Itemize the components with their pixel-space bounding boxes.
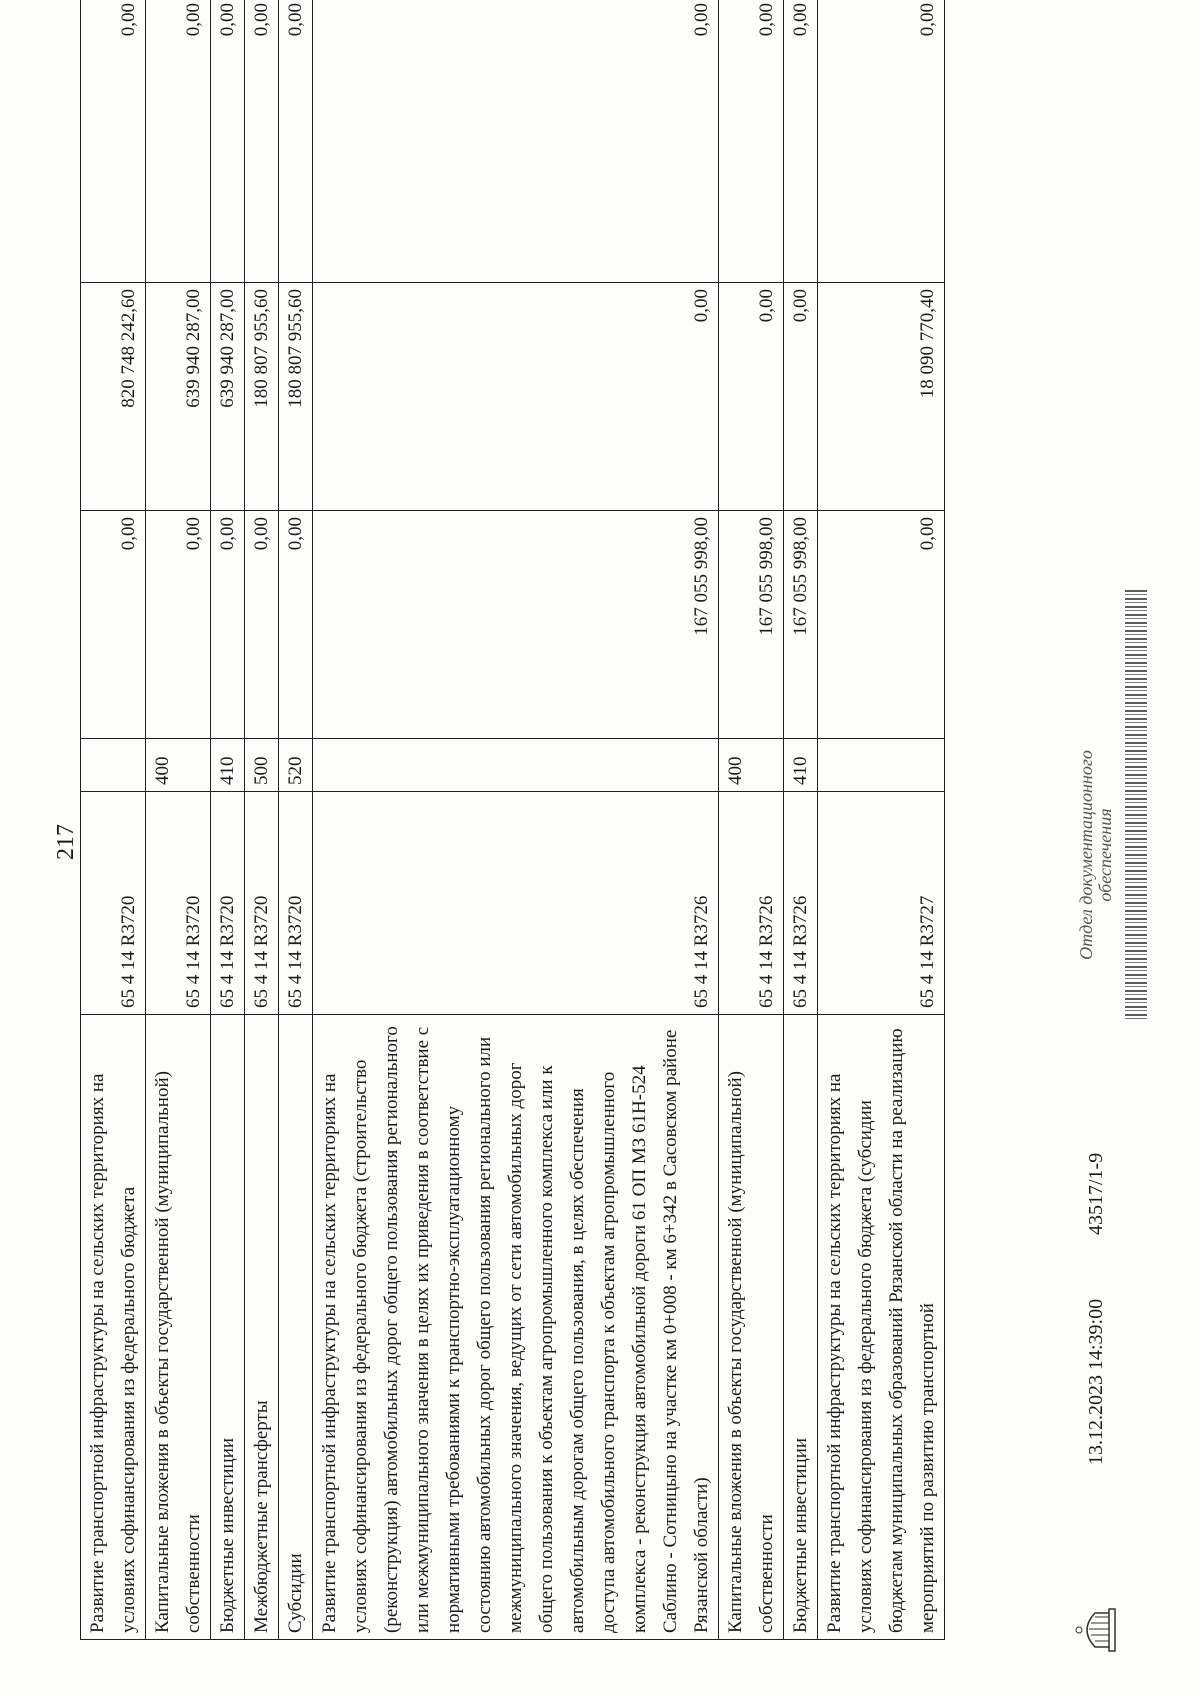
table-row [245, 0, 279, 1640]
table-row [784, 0, 818, 1640]
row-code: 65 4 14 R3727 [818, 792, 945, 1015]
row-value-1: 0,00 [818, 511, 945, 739]
page-number: 217 [53, 824, 79, 860]
barcode-strip [1125, 590, 1147, 1020]
row-value-3: 0,00 [818, 0, 945, 283]
row-value-3: 0,00 [313, 0, 719, 283]
row-code: 65 4 14 R3726 [313, 792, 719, 1015]
row-value-1: 167 055 998,00 [719, 511, 784, 739]
row-value-3: 0,00 [279, 0, 313, 283]
row-value-1: 0,00 [146, 511, 211, 739]
row-value-2: 0,00 [313, 283, 719, 511]
row-code: 65 4 14 R3720 [146, 792, 211, 1015]
row-description: Капитальные вложения в объекты государственной (муниципальной) собственности [146, 1015, 211, 1640]
row-code: 65 4 14 R3726 [784, 792, 818, 1015]
table-row [818, 0, 945, 1640]
table-row [146, 0, 211, 1640]
row-expense-type [818, 739, 945, 792]
row-value-3: 0,00 [719, 0, 784, 283]
row-description: Бюджетные инвестиции [784, 1015, 818, 1640]
emblem-logo-icon [1073, 1605, 1121, 1655]
row-description: Капитальные вложения в объекты государственной (муниципальной) собственности [719, 1015, 784, 1640]
row-value-3: 0,00 [245, 0, 279, 283]
row-expense-type: 410 [211, 739, 245, 792]
row-value-3: 0,00 [784, 0, 818, 283]
stamp-line-1: Отдел документационного [1076, 750, 1096, 960]
budget-table [80, 0, 945, 1640]
row-value-3: 0,00 [146, 0, 211, 283]
stamp-line-2: обеспечения [1095, 808, 1115, 902]
row-value-1: 0,00 [81, 511, 146, 739]
rotated-page [25, 3, 1145, 1665]
row-value-1: 167 055 998,00 [784, 511, 818, 739]
row-value-2: 180 807 955,60 [279, 283, 313, 511]
row-expense-type: 500 [245, 739, 279, 792]
row-value-2: 0,00 [719, 283, 784, 511]
row-description: Межбюджетные трансферты [245, 1015, 279, 1640]
row-value-1: 0,00 [245, 511, 279, 739]
row-value-2: 180 807 955,60 [245, 283, 279, 511]
row-expense-type: 520 [279, 739, 313, 792]
row-value-3: 0,00 [81, 0, 146, 283]
footer-document-number: 43517/1-9 [1085, 1152, 1107, 1235]
table-row [279, 0, 313, 1640]
row-code: 65 4 14 R3720 [211, 792, 245, 1015]
row-description: Развитие транспортной инфраструктуры на сельских территориях на условиях софинансирования из федерального бюджета (субсидии бюджетам муниципальных образований Рязанской области на реализацию мероприятий по развитию транспортной [818, 1015, 945, 1640]
row-description: Развитие транспортной инфраструктуры на сельских территориях на условиях софинансирования из федерального бюджета [81, 1015, 146, 1640]
table-row [313, 0, 719, 1640]
row-description: Развитие транспортной инфраструктуры на сельских территориях на условиях софинансирования из федерального бюджета (строительство (реконструкция) автомобильных дорог общего пользования регионального или межмуниципального значения в целях их приведения в соответствие с нормативными требованиями к транспортно-эксплуатационному состоянию автомобильных дорог общего пользования регионального или межмуниципального значения, ведущих от сети автомобильных дорог общего пользования к объектам агропромышленного комплекса или к автомобильным дорогам общего пользования, в целях обеспечения доступа автомобильного транспорта к объектам агропромышленного комплекса - реконструкция автомобильной дороги 61 ОП МЗ 61Н-524 Саблино - Сотницыно на участке км 0+008 - км 6+342 в Сасовском районе Рязанской области) [313, 1015, 719, 1640]
table-row [719, 0, 784, 1640]
row-expense-type: 400 [146, 739, 211, 792]
row-expense-type: 400 [719, 739, 784, 792]
row-value-3: 0,00 [211, 0, 245, 283]
row-value-2: 18 090 770,40 [818, 283, 945, 511]
footer-date: 13.12.2023 14:39:00 [1085, 1298, 1107, 1465]
row-code: 65 4 14 R3720 [279, 792, 313, 1015]
row-value-1: 167 055 998,00 [313, 511, 719, 739]
row-value-2: 639 940 287,00 [211, 283, 245, 511]
table-row [211, 0, 245, 1640]
row-value-1: 0,00 [279, 511, 313, 739]
row-code: 65 4 14 R3720 [245, 792, 279, 1015]
row-value-2: 0,00 [784, 283, 818, 511]
row-expense-type: 410 [784, 739, 818, 792]
row-code: 65 4 14 R3726 [719, 792, 784, 1015]
row-value-2: 639 940 287,00 [146, 283, 211, 511]
row-expense-type [313, 739, 719, 792]
row-code: 65 4 14 R3720 [81, 792, 146, 1015]
row-expense-type [81, 739, 146, 792]
row-value-2: 820 748 242,60 [81, 283, 146, 511]
row-value-1: 0,00 [211, 511, 245, 739]
row-description: Субсидии [279, 1015, 313, 1640]
department-stamp [1077, 735, 1115, 975]
table-row [81, 0, 146, 1640]
row-description: Бюджетные инвестиции [211, 1015, 245, 1640]
